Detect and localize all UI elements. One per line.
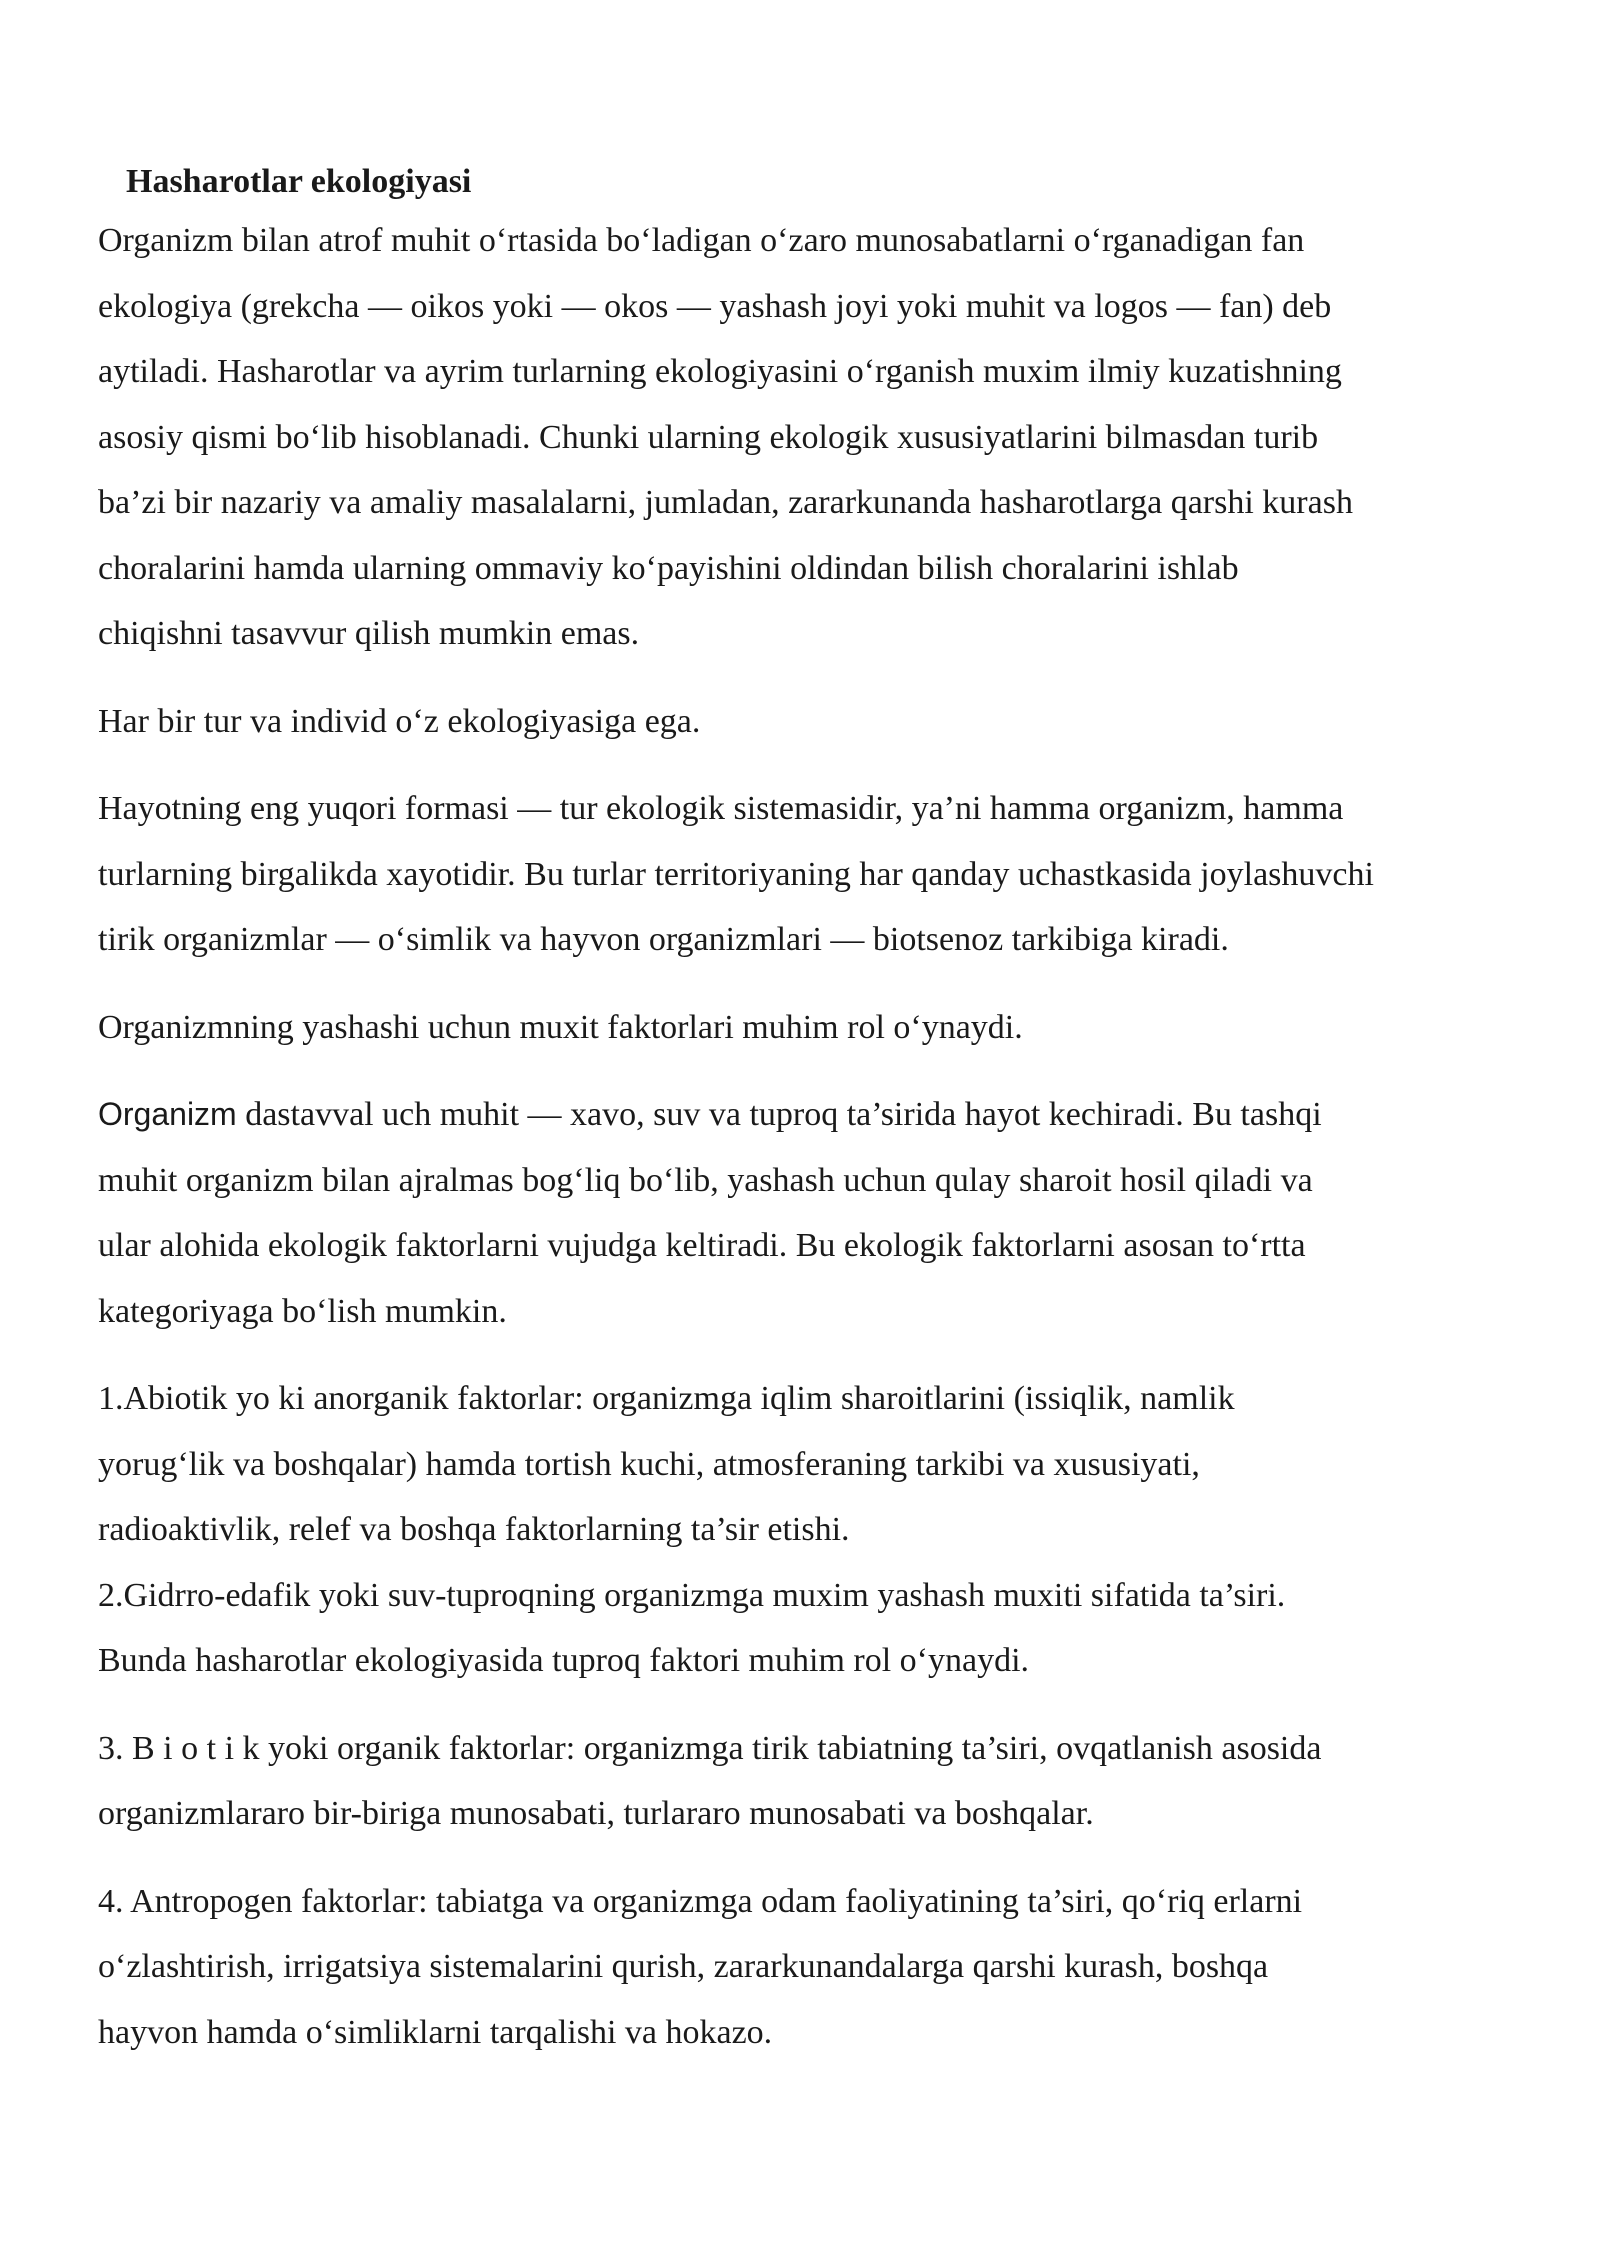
text-line: ba’zi bir nazariy va amaliy masalalarni, jumladan, zararkunanda hasharotlarga qarshi kurash bbox=[98, 484, 1353, 521]
list-item-anthropogenic bbox=[98, 1869, 1518, 2066]
text-line: hayvon hamda o‘simliklarni tarqalishi va hokazo. bbox=[98, 2013, 773, 2051]
text-line: tirik organizmlar — o‘simlik va hayvon organizmlari — biotsenoz tarkibiga kiradi. bbox=[98, 921, 1229, 958]
page-title: Hasharotlar ekologiyasi bbox=[126, 163, 472, 200]
list-item-abiotic bbox=[98, 1366, 1518, 1563]
text-line: Bunda hasharotlar ekologiyasida tuproq faktori muhim rol o‘ynaydi. bbox=[98, 1642, 1030, 1679]
text-line: Har bir tur va individ o‘z ekologiyasiga ega. bbox=[98, 702, 701, 740]
text-line: yorug‘lik va boshqalar) hamda tortish kuchi, atmosferaning tarkibi va xususiyati, bbox=[98, 1445, 1200, 1483]
text-line: 3. B i o t i k yoki organik faktorlar: organizmga tirik tabiatning ta’siri, ovqatlanish asosida bbox=[98, 1729, 1322, 1767]
paragraph-individual bbox=[98, 689, 1518, 755]
lead-word: Organizm bbox=[98, 1096, 237, 1132]
list-item-hydro-edaphic bbox=[98, 1563, 1518, 1694]
text-line: aytiladi. Hasharotlar va ayrim turlarning ekologiyasini o‘rganish muxim ilmiy kuzatishning bbox=[98, 353, 1342, 390]
document-page bbox=[98, 160, 1518, 2087]
text-line: o‘zlashtirish, irrigatsiya sistemalarini qurish, zararkunandalarga qarshi kurash, boshqa bbox=[98, 1948, 1269, 1985]
text-line: 1.Abiotik yo ki anorganik faktorlar: organizmga iqlim sharoitlarini (issiqlik, namlik bbox=[98, 1380, 1235, 1417]
text-line: organizmlararo bir-biriga munosabati, turlararo munosabati va boshqalar. bbox=[98, 1795, 1094, 1832]
text-line: muhit organizm bilan ajralmas bog‘liq bo‘lib, yashash uchun qulay sharoit hosil qiladi va bbox=[98, 1161, 1313, 1199]
text-line: chiqishni tasavvur qilish mumkin emas. bbox=[98, 615, 640, 652]
text-line: asosiy qismi bo‘lib hisoblanadi. Chunki ularning ekologik xususiyatlarini bilmasdan turib bbox=[98, 418, 1319, 456]
text-line: ular alohida ekologik faktorlarni vujudga keltiradi. Bu ekologik faktorlarni asosan to‘rtta bbox=[98, 1227, 1306, 1264]
paragraph-factors-role bbox=[98, 995, 1518, 1061]
text-line: kategoriyaga bo‘lish mumkin. bbox=[98, 1292, 507, 1330]
text-line: radioaktivlik, relef va boshqa faktorlarning ta’sir etishi. bbox=[98, 1511, 850, 1548]
text-line bbox=[98, 1082, 1518, 1148]
text-line: 4. Antropogen faktorlar: tabiatga va organizmga odam faoliyatining ta’siri, qo‘riq erlarni bbox=[98, 1882, 1303, 1920]
text-line: choralarini hamda ularning ommaviy ko‘payishini oldindan bilish choralarini ishlab bbox=[98, 549, 1239, 587]
text-line: Hayotning eng yuqori formasi — tur ekologik sistemasidir, ya’ni hamma organizm, hamma bbox=[98, 790, 1344, 827]
paragraph-intro bbox=[98, 208, 1518, 667]
text-line: Organizm bilan atrof muhit o‘rtasida bo‘ladigan o‘zaro munosabatlarni o‘rganadigan fan bbox=[98, 222, 1305, 259]
paragraph-environments bbox=[98, 1082, 1518, 1344]
list-item-biotic bbox=[98, 1716, 1518, 1847]
text-line: Organizmning yashashi uchun muxit faktorlari muhim rol o‘ynaydi. bbox=[98, 1008, 1023, 1046]
paragraph-life-form bbox=[98, 776, 1518, 973]
text-line: turlarning birgalikda xayotidir. Bu turlar territoriyaning har qanday uchastkasida joylashuvchi bbox=[98, 855, 1374, 893]
text-line: ekologiya (grekcha — oikos yoki — okos — yashash joyi yoki muhit va logos — fan) deb bbox=[98, 287, 1332, 325]
line-rest: dastavval uch muhit — xavo, suv va tuproq ta’sirida hayot kechiradi. Bu tashqi bbox=[236, 1096, 1322, 1133]
text-line: 2.Gidrro-edafik yoki suv-tuproqning organizmga muxim yashash muxiti sifatida ta’siri. bbox=[98, 1576, 1286, 1614]
